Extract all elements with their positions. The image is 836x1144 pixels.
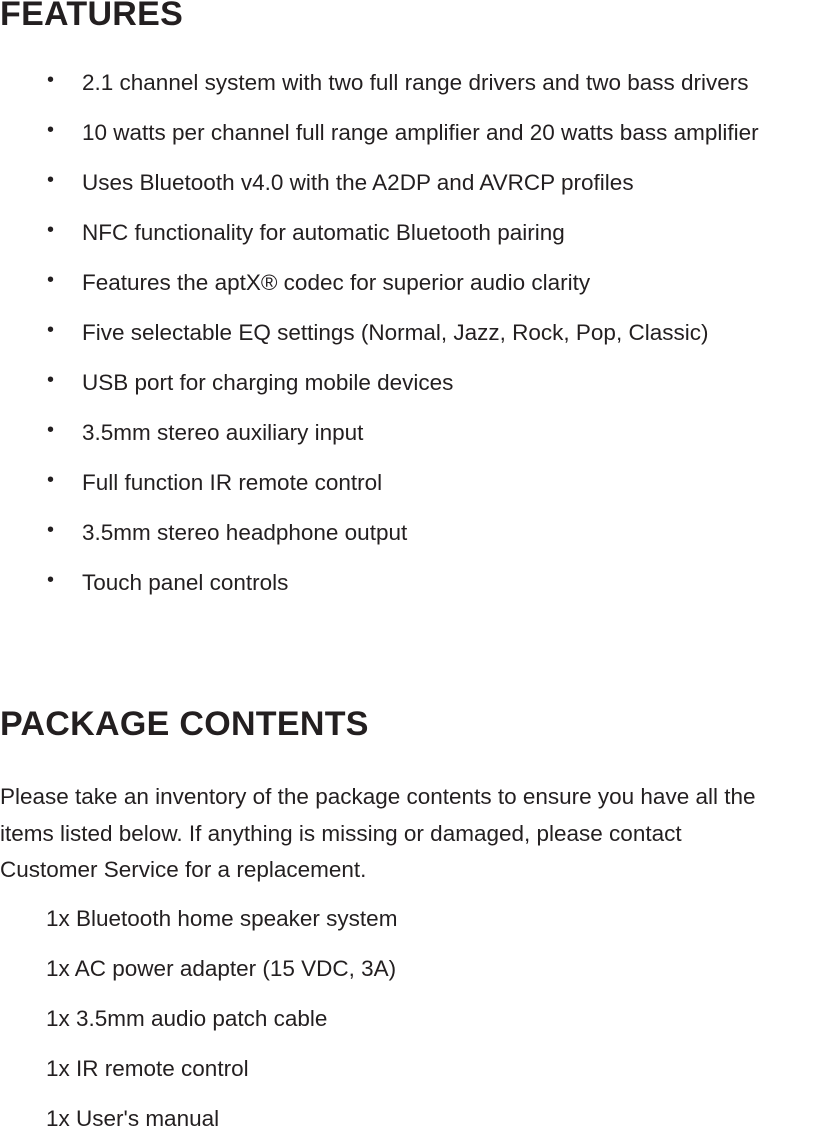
feature-text: Five selectable EQ settings (Normal, Jazz, Rock, Pop, Classic) bbox=[82, 320, 709, 345]
features-heading: FEATURES bbox=[0, 0, 184, 33]
bullet-icon: • bbox=[47, 219, 55, 241]
bullet-icon: • bbox=[47, 569, 55, 591]
package-intro-paragraph bbox=[0, 779, 836, 889]
bullet-icon: • bbox=[47, 419, 55, 441]
feature-item bbox=[0, 108, 836, 158]
bullet-icon: • bbox=[47, 119, 55, 141]
feature-item bbox=[0, 258, 836, 308]
package-item: 1x 3.5mm audio patch cable bbox=[46, 1006, 328, 1031]
feature-item bbox=[0, 358, 836, 408]
feature-text: 3.5mm stereo headphone output bbox=[82, 520, 408, 545]
intro-line: Please take an inventory of the package contents to ensure you have all the bbox=[0, 784, 756, 809]
feature-text: 2.1 channel system with two full range drivers and two bass drivers bbox=[82, 70, 749, 95]
feature-text: 10 watts per channel full range amplifier and 20 watts bass amplifier bbox=[82, 120, 759, 145]
bullet-icon: • bbox=[47, 69, 55, 91]
feature-item bbox=[0, 308, 836, 358]
bullet-icon: • bbox=[47, 469, 55, 491]
features-list bbox=[0, 58, 836, 608]
package-contents-list bbox=[0, 894, 836, 1144]
bullet-icon: • bbox=[47, 369, 55, 391]
feature-text: 3.5mm stereo auxiliary input bbox=[82, 420, 364, 445]
package-item: 1x Bluetooth home speaker system bbox=[46, 906, 398, 931]
feature-text: Full function IR remote control bbox=[82, 470, 383, 495]
feature-text: Touch panel controls bbox=[82, 570, 289, 595]
feature-item bbox=[0, 508, 836, 558]
bullet-icon: • bbox=[47, 319, 55, 341]
intro-line: items listed below. If anything is missing or damaged, please contact bbox=[0, 820, 682, 846]
package-item: 1x IR remote control bbox=[46, 1056, 249, 1081]
bullet-icon: • bbox=[47, 519, 55, 541]
package-item: 1x AC power adapter (15 VDC, 3A) bbox=[46, 956, 397, 981]
intro-line: Customer Service for a replacement. bbox=[0, 857, 367, 882]
feature-text: USB port for charging mobile devices bbox=[82, 370, 454, 395]
feature-text: Uses Bluetooth v4.0 with the A2DP and AVRCP profiles bbox=[82, 170, 634, 195]
feature-item bbox=[0, 158, 836, 208]
package-item: 1x User's manual bbox=[46, 1106, 220, 1131]
bullet-icon: • bbox=[47, 169, 55, 191]
bullet-icon: • bbox=[47, 269, 55, 291]
feature-item bbox=[0, 408, 836, 458]
feature-item bbox=[0, 208, 836, 258]
feature-item bbox=[0, 558, 836, 608]
feature-text: NFC functionality for automatic Bluetooth pairing bbox=[82, 220, 565, 245]
feature-item bbox=[0, 458, 836, 508]
feature-text: Features the aptX® codec for superior audio clarity bbox=[82, 270, 591, 295]
feature-item bbox=[0, 58, 836, 108]
package-contents-heading: PACKAGE CONTENTS bbox=[0, 705, 369, 743]
